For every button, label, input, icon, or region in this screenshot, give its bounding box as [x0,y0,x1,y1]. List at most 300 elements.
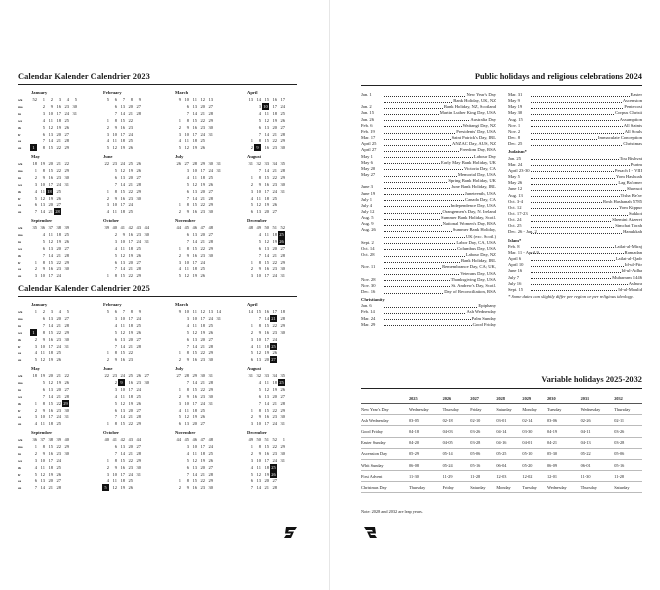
holiday-name: Ashura [628,280,642,286]
day-cell: 15 [48,145,53,151]
day-cell: 17 [48,457,53,463]
day-cell: 4 [34,350,37,356]
week-number: 27 [144,373,149,378]
day-cell: 8 [42,329,45,335]
weekday-row [162,356,221,363]
leader-dots [384,147,459,152]
holiday-date: May 1 [361,153,373,159]
leader-dots [384,166,463,171]
day-cell: 16 [56,103,61,109]
holiday-date: Aug. 9 [361,221,374,227]
week-number: 9 [178,97,181,102]
day-cell: 24 [56,457,61,463]
leader-dots [531,250,624,255]
day-cell: 30 [144,231,149,237]
day-cell: 1 [106,117,109,123]
day-cell: 15 [264,407,269,413]
day-cell: 30 [208,357,213,363]
day-cell: 20 [48,478,53,484]
date-cell: 05-22 [581,448,615,459]
date-cell: 03-26 [614,426,642,437]
day-cell: 22 [128,457,133,463]
day-cell: 25 [279,231,284,237]
day-cell: 25 [136,245,141,251]
holiday-row [508,141,642,147]
holiday-name: Ramadan [624,249,642,255]
day-cell: 29 [136,188,141,194]
holiday-name: Juneteenth, USA [464,190,496,196]
day-cell: 24 [280,103,285,109]
day-cell: 31 [280,457,285,463]
day-cell: 15 [192,245,197,251]
day-cell: 29 [64,443,69,449]
holiday-date: Aug. 15 [508,116,523,122]
day-cell: 28 [64,393,69,399]
day-cell: 26 [56,471,61,477]
day-cell: 4 [250,195,253,201]
week-number: 11 [192,309,197,314]
week-number: 19 [40,373,45,378]
week-number: 47 [200,225,205,230]
month-block [90,154,162,220]
day-cell: 1 [250,259,253,265]
week-number: 51 [264,437,269,442]
day-cell: 19 [264,202,269,208]
leader-dots [531,141,622,146]
day-cell: 14 [40,209,45,215]
holiday-row [508,287,642,293]
day-cell: 12 [184,273,189,279]
day-cell: 31 [208,131,213,137]
holiday-name: New Year's Day [466,92,496,97]
day-cell: 17 [128,238,133,244]
day-cell: 14 [264,252,269,258]
day-cell: 2 [106,195,109,201]
day-cell: 19 [264,350,269,356]
leader-dots [531,180,617,185]
day-cell: 1 [34,167,37,173]
day-cell: 2 [114,379,117,385]
day-cell: 14 [48,252,53,258]
day-cell: 24 [272,188,277,194]
day-cell: 25 [208,450,213,456]
day-cell: 5 [258,238,261,244]
day-cell: 24 [272,273,277,279]
week-number: 37 [48,225,53,230]
weekday-label: su [18,210,22,215]
holidays-column-left [361,92,496,328]
holiday-name: Easter [630,92,642,97]
day-cell: 3 [42,110,45,116]
day-cell: 25 [271,343,276,349]
weekday-label: sa [18,479,22,484]
day-cell: 15 [192,386,197,392]
day-cell: 17 [264,457,269,463]
week-number: 34 [272,373,277,378]
day-cell: 4 [114,393,117,399]
day-cell: 24 [56,343,61,349]
holiday-name: Christmas [623,141,642,147]
day-cell: 28 [136,181,141,187]
day-cell: 19 [272,386,277,392]
week-number: 52 [280,225,285,230]
day-cell: 25 [200,266,205,272]
day-cell: 11 [184,266,189,272]
date-cell: 05-06 [470,448,496,459]
day-cell: 18 [264,195,269,201]
holiday-name: Rosh Hashanah 5785 [602,198,642,204]
day-cell: 28 [208,343,213,349]
day-cell: 18 [48,464,53,470]
day-cell: 20 [56,131,61,137]
day-cell: 30 [280,450,285,456]
day-cell: 1 [34,259,37,265]
week-number: 27 [176,373,181,378]
day-cell: 15 [264,138,269,144]
day-cell: 21 [272,252,277,258]
christianity-list [361,303,496,328]
leader-dots [384,92,465,97]
week-number: 13 [208,309,213,314]
day-cell: 18 [272,231,277,237]
day-cell: 29 [64,329,69,335]
day-cell: 9 [186,252,189,258]
day-cell: 2 [178,124,181,130]
day-cell: 3 [106,471,109,477]
day-cell: 3 [178,131,181,137]
day-cell: 25 [64,231,69,237]
weekday-label: wk [18,438,23,442]
week-number: 48 [248,225,253,230]
holiday-name: Saint Patrick's Day, IRL [451,135,496,141]
day-cell: 18 [200,450,205,456]
holiday-date: Oct. 24 [508,217,522,223]
weekday-row [234,420,285,427]
day-cell: 11 [264,231,269,237]
day-cell: 3 [34,343,37,349]
week-number: 31 [248,161,253,166]
day-cell: 8 [258,443,261,449]
holiday-date: Mar. 24 [508,161,523,167]
weekday-label: su [18,358,22,363]
day-cell: 21 [264,485,269,491]
holiday-name: ANZAC Day, AUS, NZ [452,141,496,147]
leader-dots [531,156,619,161]
leader-dots [384,203,450,208]
day-cell: 24 [208,167,213,173]
holiday-name: Ash Wednesday [361,415,409,426]
holiday-date: May 19 [508,104,523,110]
holiday-name: Summer Bank Holiday, [452,227,496,233]
week-number: 44 [176,225,181,230]
day-cell: 8 [258,407,261,413]
day-cell: 23 [200,357,205,363]
leader-dots [384,303,477,308]
day-cell: 11 [256,195,261,201]
leader-dots [384,184,450,189]
month-name: June [103,154,113,159]
day-cell: 13 [120,103,125,109]
day-cell: 5 [178,414,181,420]
holiday-date: May 5 [508,174,520,180]
day-cell: 26 [200,145,205,151]
day-cell: 28 [136,343,141,349]
day-cell: 3 [186,443,189,449]
day-cell: 3 [186,315,189,321]
day-cell: 4 [34,421,37,427]
day-cell: 13 [256,209,261,215]
day-cell: 5 [250,471,253,477]
day-cell: 30 [72,103,77,109]
day-cell: 2 [178,357,181,363]
day-cell: 30 [208,124,213,130]
holiday-date: Aug. 26 [361,227,376,233]
weekday-label: su [18,486,22,491]
day-cell: 17 [48,273,53,279]
leader-dots [531,217,611,222]
leader-dots [384,117,469,122]
day-cell: 20 [272,245,277,251]
day-cell: 3 [114,386,117,392]
day-cell: 4 [42,231,45,237]
day-cell: 23 [56,266,61,272]
day-cell: 23 [200,393,205,399]
month-name: May [31,366,40,371]
week-number: 10 [184,309,189,314]
day-cell: 1 [106,273,109,279]
year-header: 2025 [409,394,443,403]
week-number: 33 [264,373,269,378]
week-number: 36 [40,225,45,230]
weekday-row [90,420,149,427]
day-cell: 28 [136,266,141,272]
day-cell: 5 [114,252,117,258]
holiday-date: Nov. 28 [361,276,376,282]
day-cell: 13 [256,478,261,484]
day-cell: 22 [200,350,205,356]
holiday-name: Ascension [622,98,642,104]
week-number: 20 [48,161,53,166]
day-cell: 29 [280,407,285,413]
day-cell: 30 [208,252,213,258]
day-cell: 20 [200,336,205,342]
holiday-name: Labour Day, NZ [465,252,496,258]
calendar-2023-rule [18,84,297,85]
holiday-name: Shemini Atzeret [612,217,642,223]
day-cell: 22 [200,478,205,484]
holiday-name: Remembrance Day, CA; UK, [442,264,496,270]
day-cell: 23 [200,209,205,215]
week-number: 28 [184,373,189,378]
day-cell: 26 [64,379,69,385]
date-cell: Thursday [581,482,615,493]
table-row [361,471,642,482]
day-cell: 20 [200,103,205,109]
day-cell: 13 [120,259,125,265]
month-block [234,154,306,220]
holiday-date: June 16 [508,268,523,274]
leader-dots [531,135,597,140]
day-cell: 18 [56,231,61,237]
day-cell: 25 [64,117,69,123]
weekday-label: fr [18,408,21,413]
day-cell: 15 [48,443,53,449]
date-cell: 04-05 [443,437,471,448]
day-cell: 8 [114,188,117,194]
month-name: November [175,218,196,223]
day-cell: 5 [258,117,261,123]
day-cell: 12 [192,181,197,187]
day-cell: 25 [56,464,61,470]
day-cell: 12 [120,329,125,335]
day-cell: 30 [136,195,141,201]
day-cell: 29 [208,478,213,484]
weekday-row [90,144,141,151]
day-cell: 9 [42,266,45,272]
leader-dots [384,221,442,226]
day-cell: 29 [136,273,141,279]
day-cell: 16 [192,252,197,258]
week-number: 2 [42,309,45,314]
islam-heading: Islam* [508,237,522,243]
month-name: September [31,430,53,435]
day-cell: 20 [56,315,61,321]
day-cell: 13 [264,393,269,399]
date-cell: 11-28 [470,471,496,482]
day-cell: 7 [114,414,117,420]
week-number: 41 [112,437,117,442]
day-cell: 19 [120,485,125,491]
day-cell: 8 [114,421,117,427]
day-cell: 10 [263,103,268,109]
holiday-date: Aug. 5 [361,215,374,221]
day-cell: 14 [264,167,269,173]
day-cell: 22 [56,329,61,335]
holiday-date: June 19 [361,190,376,196]
week-number: 14 [248,309,253,314]
holiday-date: Oct. 3-4 [508,198,524,204]
day-cell: 3 [114,238,117,244]
day-cell: 8 [186,350,189,356]
holiday-date: Nov. 2 [508,128,521,134]
day-cell: 11 [192,174,197,180]
day-cell: 16 [128,379,133,385]
week-number: 40 [64,437,69,442]
day-cell: 23 [128,195,133,201]
day-cell: 7 [186,195,189,201]
day-cell: 17 [272,103,277,109]
day-cell: 7 [114,343,117,349]
holiday-name: Good Friday [472,321,496,327]
holiday-date: Mar. 29 [361,321,376,327]
leader-dots [531,199,602,204]
calendar-2025-title: Calendar Kalender Calendrier 2025 [18,284,150,293]
day-cell: 31 [208,400,213,406]
week-number: 36 [32,437,37,442]
day-cell: 23 [128,464,133,470]
day-cell: 26 [56,195,61,201]
day-cell: 16 [264,266,269,272]
judaism-list [508,156,642,236]
day-cell: 18 [264,343,269,349]
day-cell: 23 [64,103,69,109]
day-cell: 17 [264,421,269,427]
day-cell: 2 [178,252,181,258]
day-cell: 7 [42,322,45,328]
day-cell: 10 [40,457,45,463]
day-cell: 15 [192,117,197,123]
day-cell: 14 [192,471,197,477]
holiday-name: June Bank Holiday, IRL [451,184,496,190]
day-cell: 14 [120,414,125,420]
day-cell: 20 [192,421,197,427]
month-block [90,302,162,368]
day-cell: 2 [106,124,109,130]
day-cell: 6 [186,188,189,194]
day-cell: 4 [250,464,253,470]
month-block [90,430,162,496]
month-name: July [175,366,184,371]
holiday-name: Pesach I - VIII [614,167,642,173]
date-cell: 06-09 [547,459,581,470]
day-cell: 17 [48,414,53,420]
week-number: 40 [104,437,109,442]
day-cell: 12 [256,471,261,477]
day-cell: 19 [264,471,269,477]
day-cell: 15 [264,174,269,180]
day-cell: 9 [122,231,125,237]
holiday-date: Sept. 2 [361,239,374,245]
day-cell: 31 [216,167,221,173]
day-cell: 13 [192,188,197,194]
day-cell: 17 [48,181,53,187]
day-cell: 5 [34,357,37,363]
day-cell: 26 [272,202,277,208]
day-cell: 19 [128,329,133,335]
month-name: April [247,90,258,95]
day-cell: 14 [256,485,261,491]
week-number: 20 [48,373,53,378]
day-cell: 26 [200,273,205,279]
day-cell: 2 [250,145,253,151]
leader-dots [531,244,614,249]
month-block [234,302,306,368]
day-cell: 13 [184,421,189,427]
day-cell: 19 [192,273,197,279]
day-cell: 10 [40,343,45,349]
day-cell: 17 [192,259,197,265]
day-cell: 11 [256,464,261,470]
day-cell: 26 [64,238,69,244]
day-cell: 28 [280,131,285,137]
day-cell: 9 [258,329,261,335]
month-name: August [247,366,262,371]
leader-dots [384,246,456,251]
day-cell: 30 [64,266,69,272]
month-block [162,90,234,156]
day-cell: 7 [114,450,117,456]
date-cell: Thursday [614,403,642,414]
day-cell: 22 [272,174,277,180]
day-cell: 29 [63,400,68,406]
weekday-label: we [18,118,22,123]
day-cell: 29 [208,245,213,251]
day-cell: 19 [192,414,197,420]
day-cell: 28 [280,167,285,173]
leader-dots [531,129,624,134]
day-cell: 12 [184,145,189,151]
day-cell: 31 [280,273,285,279]
